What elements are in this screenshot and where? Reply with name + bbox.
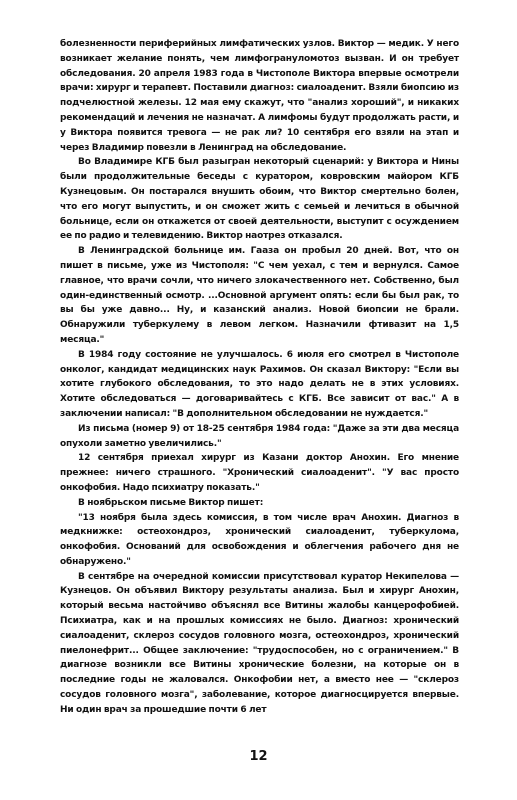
paragraph: Во Владимире КГБ был разыгран некоторый сценарий: у Виктора и Нины были продолжительные беседы с куратором, ковровским майором КГБ Кузнецовым. Он постарался внушить обоим, что Виктор смертельно болен, что его могут выпустить, и он сможет жить с семьей и лечиться в обычной больнице, если он откажется от своей деятельности, выступит с осуждением ее по радио и телевидению. Виктор наотрез отказался. xyxy=(60,157,459,242)
paragraph: В сентябре на очередной комиссии присутствовал куратор Некипелова — Кузнецов. Он объявил Виктору результаты анализа. Был и хирург Анохин, который весьма настойчиво объяснял все Витины жалобы канцерофобией. Психиатра, как и на прошлых комиссиях не было. Диагноз: хронический сиалоаденит, склероз сосудов головного мозга, остеохондроз, хронический пиелонефрит... Общее заключение: "трудоспособен, но с ограничением." В диагнозе возникли все Витины хронические болезни, на которые он в последние годы не жаловался. Онкофобии нет, а вместо нее — "склероз сосудов головного мозга", заболевание, которое диагносцируется впервые. Ни один врач за прошедшие почти 6 лет xyxy=(60,571,459,715)
paragraph: В 1984 году состояние не улучшалось. 6 июля его смотрел в Чистополе онколог, кандидат медицинских наук Рахимов. Он сказал Виктору: "Если вы хотите глубокого обследования, то это надо делать не в этих условиях. Хотите обследоваться — договаривайтесь с КГБ. Все зависит от вас." А в заключении написал: "В дополнительном обследовании не нуждается." xyxy=(60,349,459,419)
paragraph: В Ленинградской больнице им. Гааза он пробыл 20 дней. Вот, что он пишет в письме, уже из Чистополя: "С чем уехал, с тем и вернулся. Самое главное, что врачи сочли, что ничего злокачественного нет. Собственно, был один-единственный осмотр. ...Основной аргумент опять: если бы был рак, то вы бы уже давно... Ну, и казанский анализ. Новой биопсии не брали. Обнаружили туберкулему в левом легком. Назначили фтивазит на 1,5 месяца." xyxy=(60,246,459,345)
paragraph: болезненности периферийных лимфатических узлов. Виктор — медик. У него возникает желание понять, чем лимфогрануломотоз вызван. И он требует обследования. 20 апреля 1983 года в Чистополе Виктора впервые осмотрели врачи: хирург и терапевт. Поставили диагноз: сиалоаденит. Взяли биопсию из подчелюстной железы. 12 мая ему скажут, что "анализ хороший", и никаких рекомендаций и лечения не назначат. А лимфомы будут продолжать расти, и у Виктора появится тревога — не рак ли? 10 сентября его взяли на этап и через Владимир повезли в Ленинград на обследование. xyxy=(60,39,459,153)
paragraph: 12 сентября приехал хирург из Казани доктор Анохин. Его мнение прежнее: ничего страшного. "Хронический сиалоаденит". "У вас просто онкофобия. Надо психиатру показать." xyxy=(60,453,459,493)
page-number: 12 xyxy=(249,749,268,764)
paragraph: "13 ноября была здесь комиссия, в том числе врач Анохин. Диагноз в медкнижке: остеохондроз, хронический сиалоаденит, туберкулома, онкофобия. Оснований для освобождения и облегчения рабочего дня не обнаружено." xyxy=(60,512,459,567)
paragraph: В ноябрьском письме Виктор пишет: xyxy=(78,497,264,508)
paragraph: Из письма (номер 9) от 18-25 сентября 1984 года: "Даже за эти два месяца опухоли заметно увеличились." xyxy=(60,423,459,449)
body-text xyxy=(60,37,459,718)
